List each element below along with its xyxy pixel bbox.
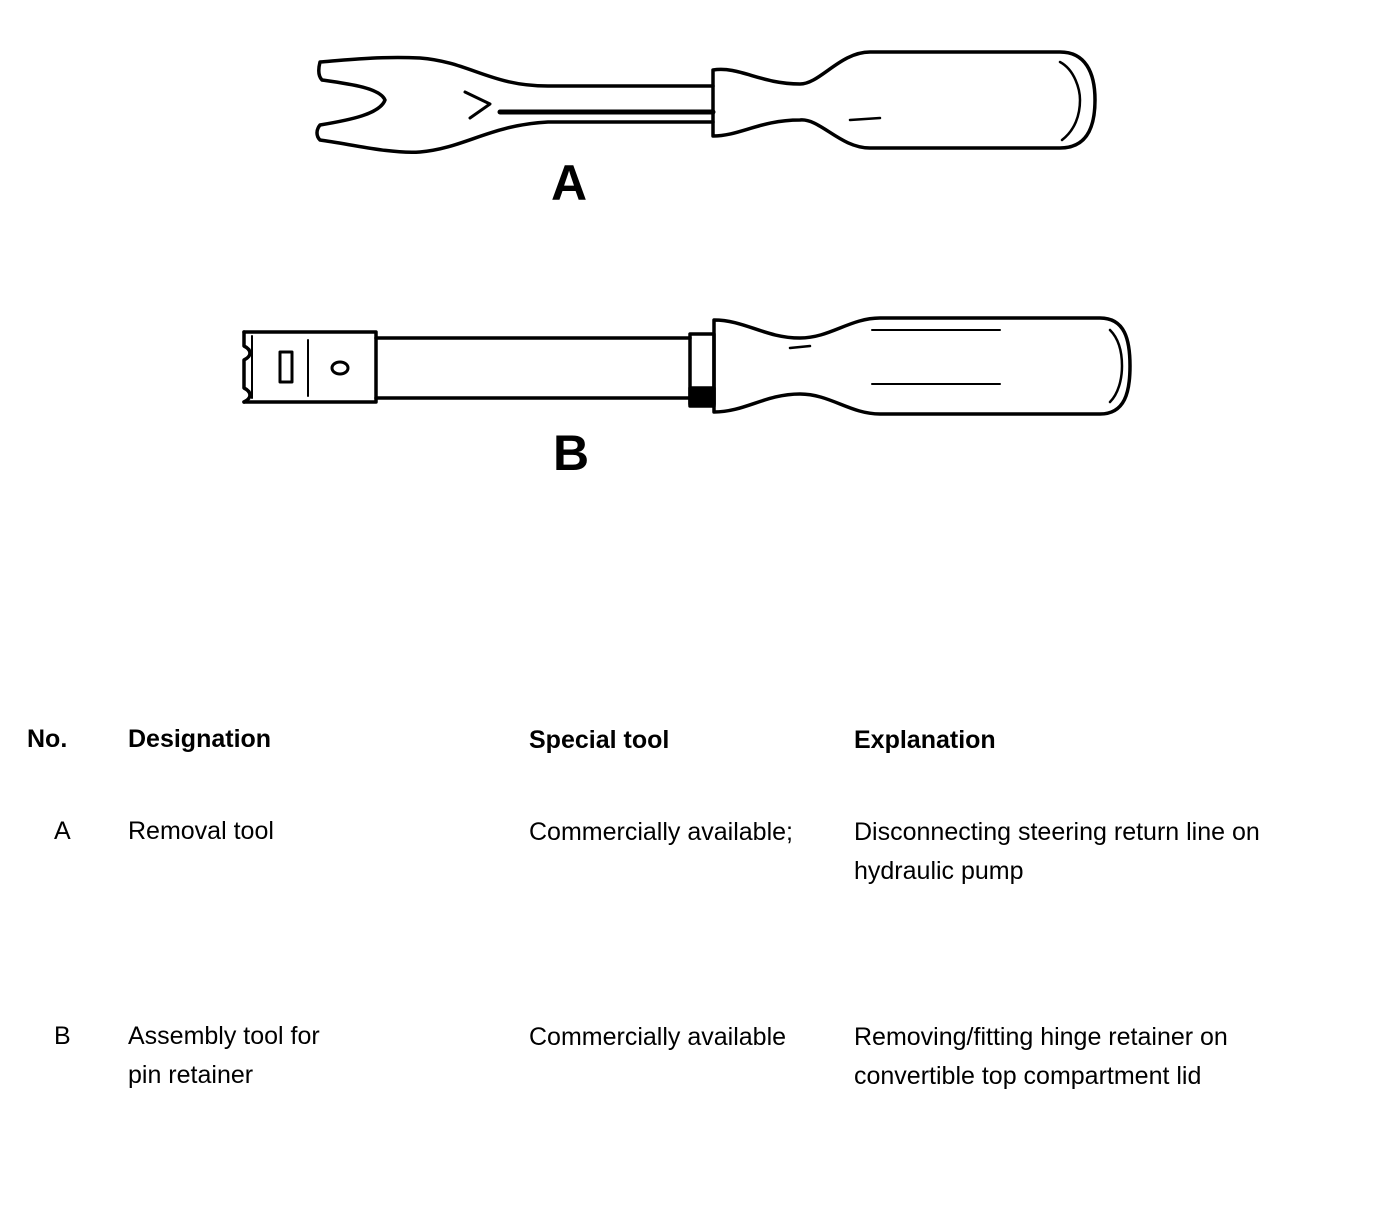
header-explanation: Explanation bbox=[854, 726, 996, 754]
row-explanation: Removing/fitting hinge retainer on convertible top compartment lid bbox=[854, 1023, 1228, 1090]
row-special-tool: Commercially available; bbox=[529, 818, 793, 846]
tool-illustrations bbox=[0, 0, 1376, 520]
row-no: A bbox=[54, 817, 71, 845]
row-designation: Assembly tool for pin retainer bbox=[128, 1022, 320, 1089]
fork-removal-tool-icon bbox=[317, 52, 1095, 152]
row-special-tool: Commercially available bbox=[529, 1023, 787, 1051]
header-designation: Designation bbox=[128, 725, 272, 753]
header-special-tool: Special tool bbox=[529, 726, 670, 754]
tool-label-a: A bbox=[551, 155, 588, 211]
tool-label-b: B bbox=[553, 425, 590, 481]
row-no: B bbox=[54, 1022, 71, 1050]
socket-assembly-tool-icon bbox=[244, 318, 1130, 414]
row-designation: Removal tool bbox=[128, 817, 274, 845]
header-no: No. bbox=[27, 725, 68, 753]
row-explanation: Disconnecting steering return line on hydraulic pump bbox=[854, 818, 1260, 885]
